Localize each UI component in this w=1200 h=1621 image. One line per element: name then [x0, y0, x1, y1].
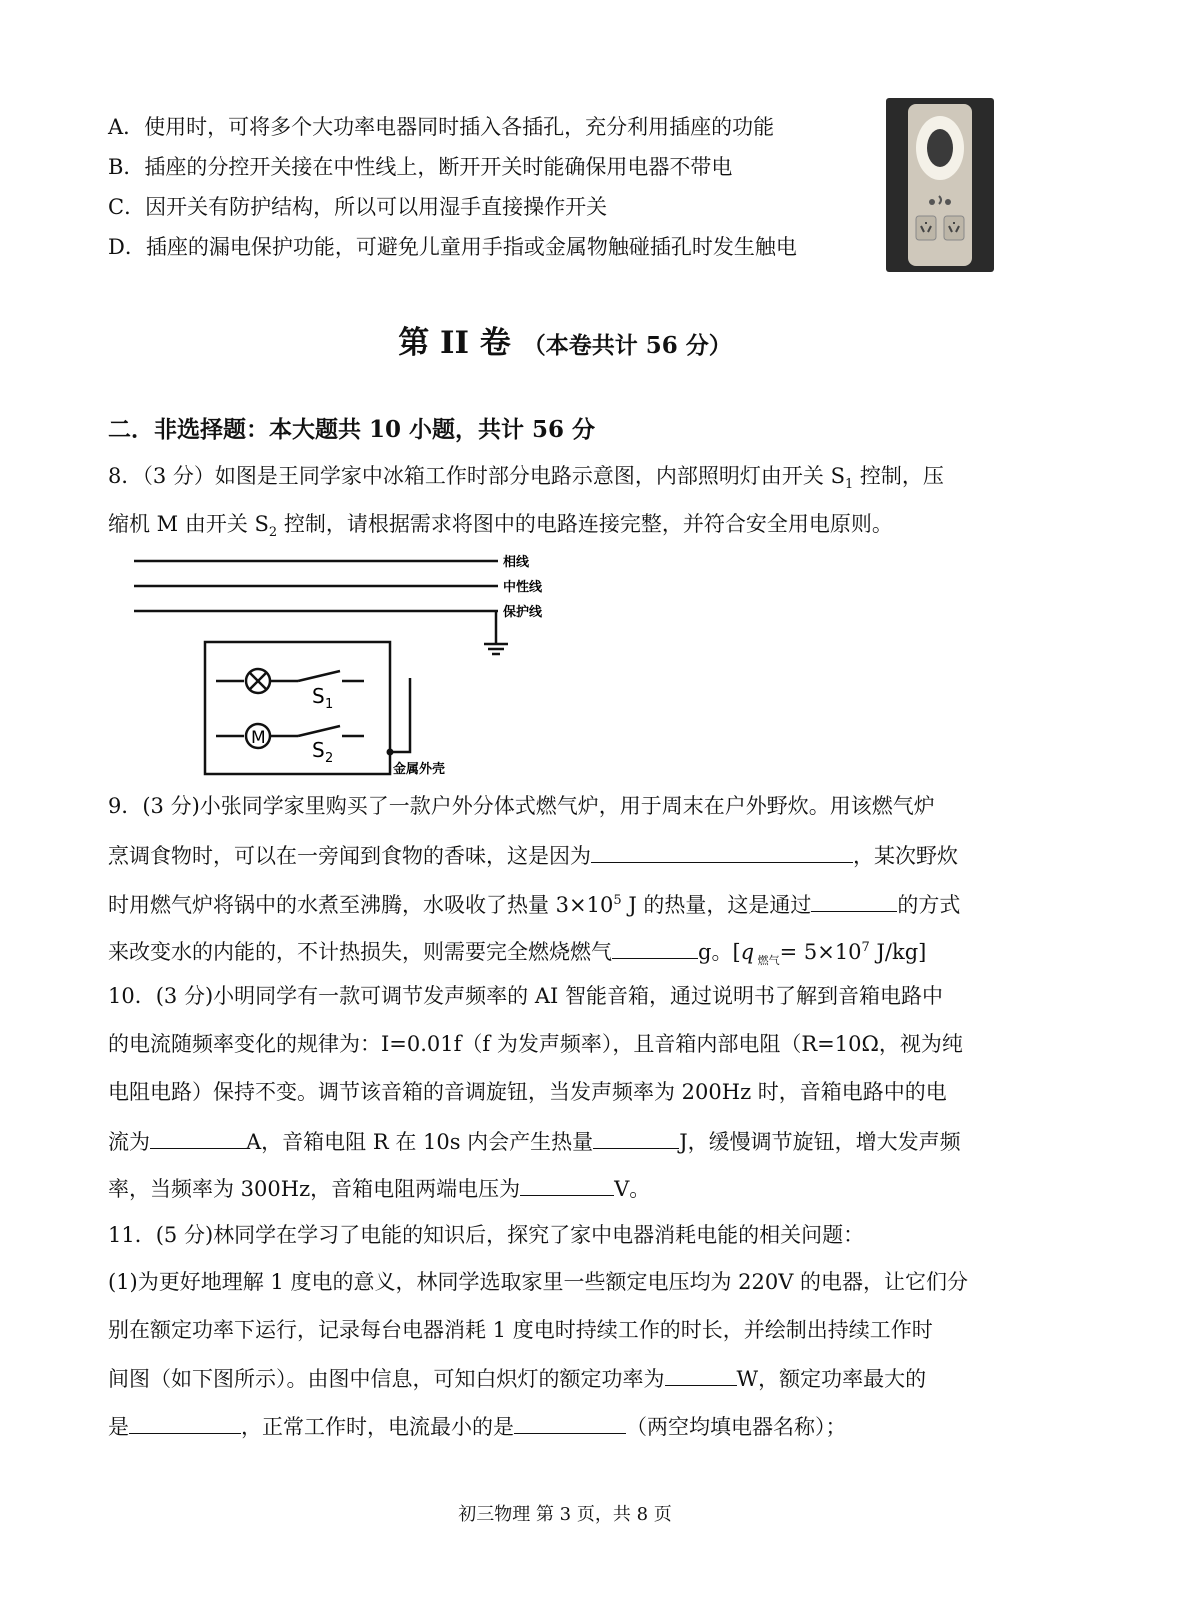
switch-s2 [298, 726, 340, 736]
section-title [0, 323, 1130, 366]
q10-line1: 10．(3 分)小明同学有一款可调节发声频率的 AI 智能音箱，通过说明书了解到音箱电路中 [108, 984, 943, 1008]
section-title-sub: （本卷共计 56 分） [522, 332, 732, 359]
s1-sub: 1 [325, 697, 334, 712]
circuit-diagram [120, 550, 560, 782]
part-heading: 二．非选择题：本大题共 10 小题，共计 56 分 [108, 416, 596, 443]
q10-line3: 电阻电路）保持不变。调节该音箱的音调旋钮，当发声频率为 200Hz 时，音箱电路中的电 [108, 1080, 947, 1104]
q11-line2: (1)为更好地理解 1 度电的意义，林同学选取家里一些额定电压均为 220V 的电器，让它们分 [108, 1270, 969, 1294]
q9-blank-3[interactable] [612, 936, 698, 959]
option-c: C．因开关有防护结构，所以可以用湿手直接操作开关 [108, 195, 608, 219]
q11-line4: 间图（如下图所示）。由图中信息，可知白炽灯的额定功率为 W，额定功率最大的 [108, 1363, 926, 1393]
q11-line1: 11．(5 分)林同学在学习了电能的知识后，探究了家中电器消耗电能的相关问题： [108, 1223, 865, 1247]
q10-line2: 的电流随频率变化的规律为：I=0.01f（f 为发声频率），且音箱内部电阻（R=10Ω，视为纯 [108, 1032, 963, 1056]
q9-line4: 来改变水的内能的，不计热损失，则需要完全燃烧燃气 g。[q $_{燃气}= 5\times 10^7$ J/kg] [108, 934, 926, 975]
q9-line2: 烹调食物时，可以在一旁闻到食物的香味，这是因为 ，某次野炊 [108, 840, 958, 870]
q8-line1: 8．（3 分）如图是王同学家中冰箱工作时部分电路示意图，内部照明灯由开关 $S_1$ 控制，压 [108, 464, 944, 493]
q11-blank-1[interactable] [665, 1363, 737, 1386]
q11-line5: 是 ，正常工作时，电流最小的是 （两空均填电器名称）； [108, 1411, 847, 1441]
metal-shell-wire [390, 678, 410, 752]
q10-blank-2[interactable] [593, 1126, 679, 1149]
q10-blank-3[interactable] [520, 1173, 614, 1196]
q10-line4: 流为 A，音箱电阻 R 在 10s 内会产生热量 J，缓慢调节旋钮，增大发声频 [108, 1126, 961, 1156]
label-live: 相线 [503, 555, 530, 570]
switch-s1 [298, 671, 340, 681]
q11-blank-3[interactable] [514, 1411, 626, 1434]
option-d: D．插座的漏电保护功能，可避免儿童用手指或金属物触碰插孔时发生触电 [108, 235, 797, 259]
motor-label: M [251, 728, 266, 748]
q10-line5: 率，当频率为 300Hz，音箱电阻两端电压为 V。 [108, 1173, 650, 1203]
q9-blank-1[interactable] [591, 840, 853, 863]
page-footer: 初三物理 第 3 页，共 8 页 [458, 1504, 672, 1525]
q9-blank-2[interactable] [811, 889, 897, 912]
q10-blank-1[interactable] [150, 1126, 246, 1149]
label-ground: 保护线 [503, 605, 543, 620]
s1-label: S [312, 684, 325, 708]
q11-line3: 别在额定功率下运行，记录每台电器消耗 1 度电时持续工作的时长，并绘制出持续工作时 [108, 1318, 933, 1342]
label-metal-shell: 金属外壳 [393, 762, 446, 777]
s2-label: S [312, 738, 325, 762]
option-a: A．使用时，可将多个大功率电器同时插入各插孔，充分利用插座的功能 [108, 115, 775, 139]
section-title-main: 第 II 卷 [398, 325, 511, 361]
socket-photo [886, 98, 994, 272]
q9-line3: 时用燃气炉将锅中的水煮至沸腾，水吸收了热量 $3\times 10^5$ J 的热量，这是通过 的方式 [108, 887, 960, 919]
label-neutral: 中性线 [503, 580, 543, 595]
q9-line1: 9．(3 分)小张同学家里购买了一款户外分体式燃气炉，用于周末在户外野炊。用该燃气炉 [108, 794, 935, 818]
fridge-box [205, 642, 390, 774]
option-b: B．插座的分控开关接在中性线上，断开开关时能确保用电器不带电 [108, 155, 733, 179]
q11-blank-2[interactable] [129, 1411, 241, 1434]
s2-sub: 2 [325, 751, 334, 766]
q8-line2: 缩机 M 由开关 $S_2$ 控制，请根据需求将图中的电路连接完整，并符合安全用电原则。 [108, 512, 893, 541]
